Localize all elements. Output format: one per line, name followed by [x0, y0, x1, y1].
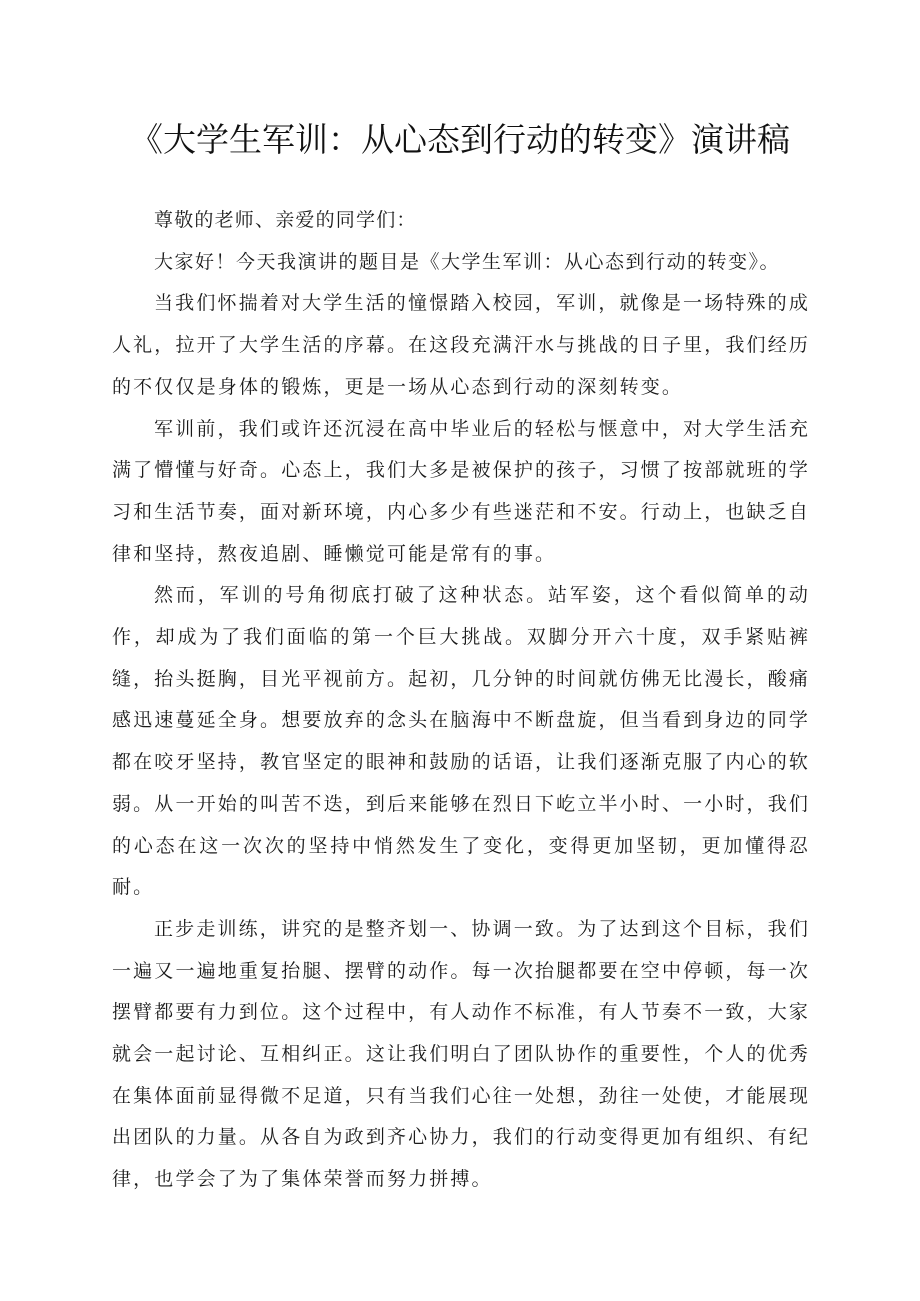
body-paragraph: 然而，军训的号角彻底打破了这种状态。站军姿，这个看似简单的动作，却成为了我们面临的第一个巨大挑战。双脚分开六十度，双手紧贴裤缝，抬头挺胸，目光平视前方。起初，几分钟的时间就仿佛无比漫长，酸痛感迅速蔓延全身。想要放弃的念头在脑海中不断盘旋，但当看到身边的同学都在咬牙坚持，教官坚定的眼神和鼓励的话语，让我们逐渐克服了内心的软弱。从一开始的叫苦不迭，到后来能够在烈日下屹立半小时、一小时，我们的心态在这一次次的坚持中悄然发生了变化，变得更加坚韧，更加懂得忍耐。 — [112, 584, 810, 899]
salutation-paragraph: 尊敬的老师、亲爱的同学们： — [154, 209, 417, 231]
body-paragraph: 当我们怀揣着对大学生活的憧憬踏入校园，军训，就像是一场特殊的成人礼，拉开了大学生活的序幕。在这段充满汗水与挑战的日子里，我们经历的不仅仅是身体的锻炼，更是一场从心态到行动的深刻转变。 — [112, 292, 810, 398]
body-paragraph: 军训前，我们或许还沉浸在高中毕业后的轻松与惬意中，对大学生活充满了懵懂与好奇。心态上，我们大多是被保护的孩子，习惯了按部就班的学习和生活节奏，面对新环境，内心多少有些迷茫和不安。行动上，也缺乏自律和坚持，熬夜追剧、睡懒觉可能是常有的事。 — [112, 417, 810, 565]
document-title: 《大学生军训：从心态到行动的转变》演讲稿 — [130, 120, 790, 159]
body-paragraph: 正步走训练，讲究的是整齐划一、协调一致。为了达到这个目标，我们一遍又一遍地重复抬腿、摆臂的动作。每一次抬腿都要在空中停顿，每一次摆臂都要有力到位。这个过程中，有人动作不标准，有人节奏不一致，大家就会一起讨论、互相纠正。这让我们明白了团队协作的重要性，个人的优秀在集体面前显得微不足道，只有当我们心往一处想，劲往一处使，才能展现出团队的力量。从各自为政到齐心协力，我们的行动变得更加有组织、有纪律，也学会了为了集体荣誉而努力拼搏。 — [112, 917, 810, 1191]
greeting-paragraph: 大家好！今天我演讲的题目是《大学生军训：从心态到行动的转变》。 — [154, 250, 781, 273]
document-body — [112, 200, 810, 1201]
